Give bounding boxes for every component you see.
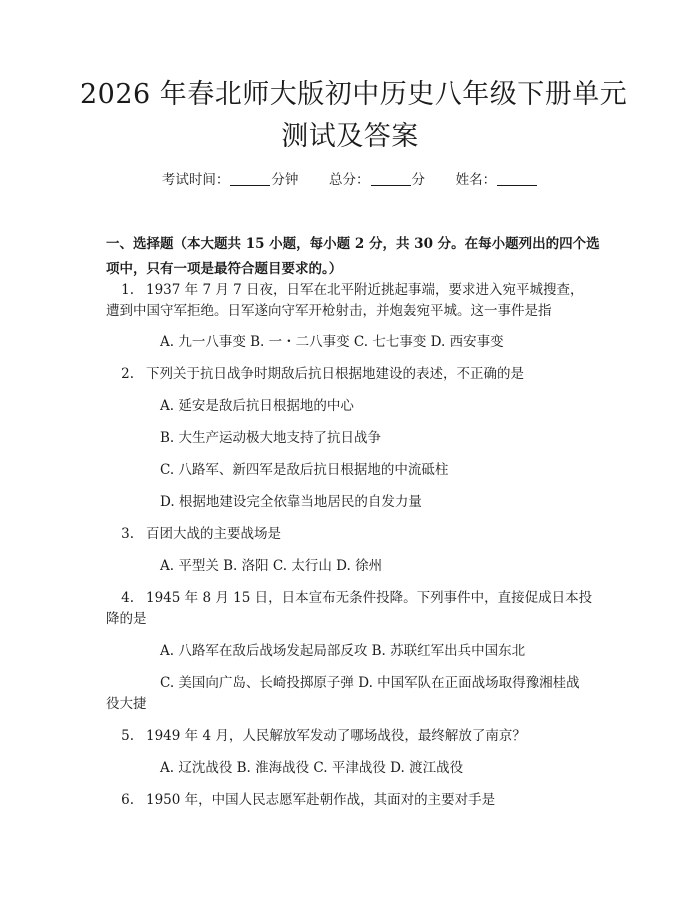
question-text: 1949 年 4 月，人民解放军发动了哪场战役，最终解放了南京？ xyxy=(146,728,526,744)
question-text: 1945 年 8 月 15 日，日本宣布无条件投降。下列事件中，直接促成日本投 xyxy=(146,590,593,606)
question-2-option-a: A. 延安是敌后抗日根据地的中心 xyxy=(160,398,354,414)
question-number: 4. xyxy=(121,590,134,606)
name-label: 姓名： xyxy=(455,172,497,188)
question-4-options-continuation: 役大捷 xyxy=(106,696,147,712)
question-4-options-ab: A. 八路军在敌后战场发起局部反攻 B. 苏联红军出兵中国东北 xyxy=(160,643,526,659)
question-1-options: A. 九一八事变 B. 一・二八事变 C. 七七事变 D. 西安事变 xyxy=(160,334,504,350)
question-text: 下列关于抗日战争时期敌后抗日根据地建设的表述，不正确的是 xyxy=(146,366,524,382)
exam-time-unit: 分钟 xyxy=(271,172,299,188)
question-3-options: A. 平型关 B. 洛阳 C. 太行山 D. 徐州 xyxy=(160,558,383,574)
section-heading: 一、选择题（本大题共 15 小题，每小题 2 分，共 30 分。在每小题列出的四个选项中，只有一项是最符合题目要求的。） xyxy=(106,236,600,277)
name-blank xyxy=(497,173,537,186)
question-4-options-cd: C. 美国向广岛、长崎投掷原子弹 D. 中国军队在正面战场取得豫湘桂战 xyxy=(160,675,580,691)
total-score-unit: 分 xyxy=(411,172,425,188)
question-2-option-c: C. 八路军、新四军是敌后抗日根据地的中流砥柱 xyxy=(160,462,449,478)
question-number: 6. xyxy=(121,792,134,808)
total-score-blank xyxy=(371,173,411,186)
question-2 xyxy=(106,364,524,384)
question-3 xyxy=(106,524,281,544)
question-text: 1937 年 7 月 7 日夜，日军在北平附近挑起事端，要求进入宛平城搜查， xyxy=(146,282,584,298)
exam-time-blank xyxy=(230,173,270,186)
title-line-1: 2026 年春北师大版初中历史八年级下册单元 xyxy=(80,79,628,110)
question-1 xyxy=(106,280,584,300)
question-number: 2. xyxy=(121,366,134,382)
document-title xyxy=(80,74,628,158)
title-line-2: 测试及答案 xyxy=(281,121,419,152)
exam-info xyxy=(0,168,700,188)
question-2-option-d: D. 根据地建设完全依靠当地居民的自发力量 xyxy=(160,494,422,510)
question-number: 1. xyxy=(121,282,134,298)
question-5-options: A. 辽沈战役 B. 淮海战役 C. 平津战役 D. 渡江战役 xyxy=(160,760,464,776)
exam-time-label: 考试时间： xyxy=(161,172,230,188)
question-2-option-b: B. 大生产运动极大地支持了抗日战争 xyxy=(160,430,382,446)
question-text: 百团大战的主要战场是 xyxy=(146,526,281,542)
question-1-continuation: 遭到中国守军拒绝。日军遂向守军开枪射击，并炮轰宛平城。这一事件是指 xyxy=(106,303,552,319)
question-5 xyxy=(106,726,526,746)
question-6 xyxy=(106,790,495,810)
question-number: 3. xyxy=(121,526,134,542)
question-number: 5. xyxy=(121,728,134,744)
total-score-label: 总分： xyxy=(329,172,370,188)
question-4-continuation: 降的是 xyxy=(106,611,147,627)
question-text: 1950 年，中国人民志愿军赴朝作战，其面对的主要对手是 xyxy=(146,792,496,808)
question-4 xyxy=(106,588,592,608)
